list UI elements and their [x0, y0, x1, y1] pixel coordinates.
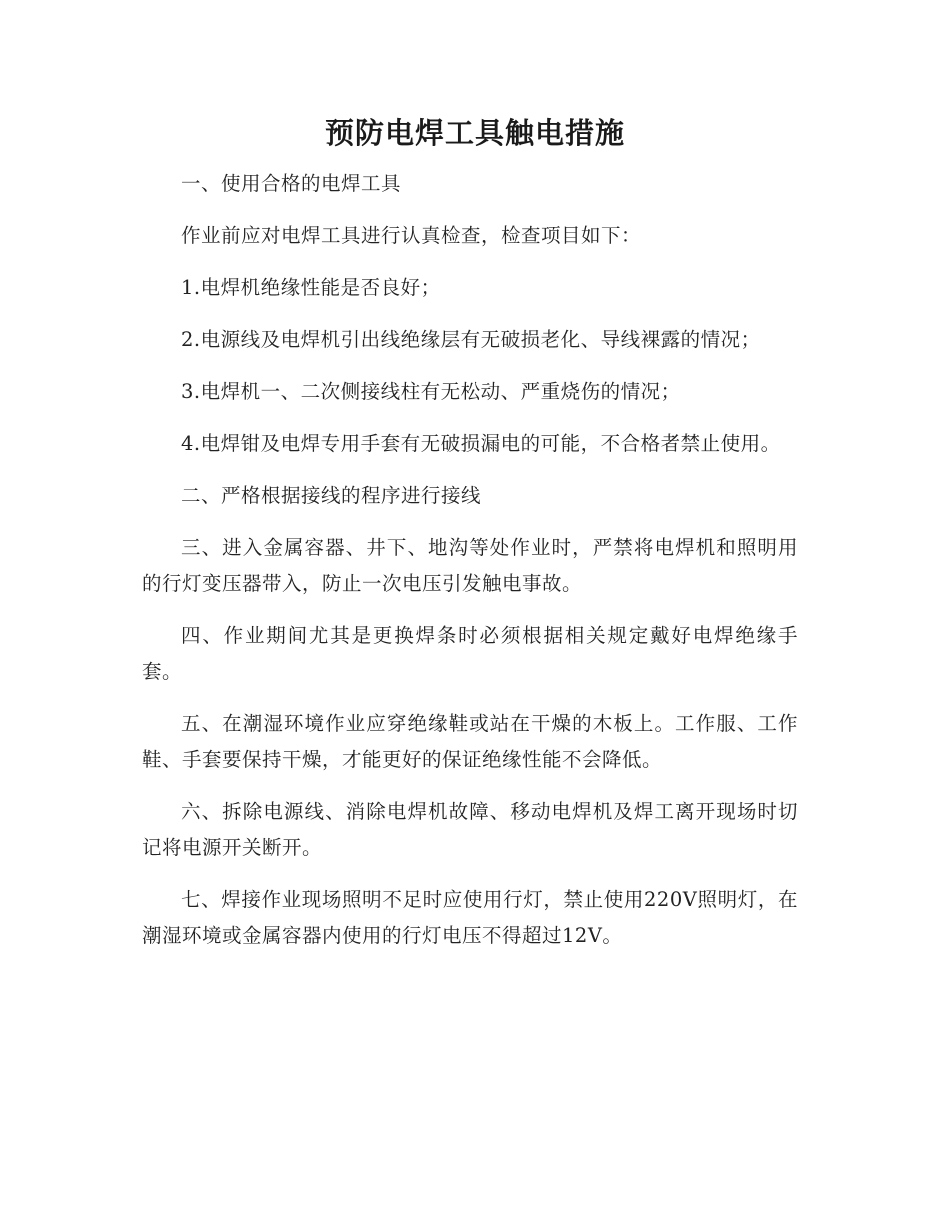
- list-item: 2.电源线及电焊机引出线绝缘层有无破损老化、导线裸露的情况；: [181, 328, 761, 351]
- list-item: 1.电焊机绝缘性能是否良好；: [181, 276, 441, 299]
- section-heading: 二、严格根据接线的程序进行接线: [181, 484, 482, 507]
- paragraph: 四、作业期间尤其是更换焊条时必须根据相关规定戴好电焊绝缘手套。: [142, 624, 798, 683]
- document-body: [142, 166, 798, 970]
- paragraph: 六、拆除电源线、消除电焊机故障、移动电焊机及焊工离开现场时切记将电源开关断开。: [142, 800, 798, 859]
- paragraph: 作业前应对电焊工具进行认真检查，检查项目如下：: [181, 224, 642, 247]
- list-item: 3.电焊机一、二次侧接线柱有无松动、严重烧伤的情况；: [181, 380, 681, 403]
- section-heading: 一、使用合格的电焊工具: [181, 172, 402, 195]
- paragraph: 七、焊接作业现场照明不足时应使用行灯，禁止使用220V照明灯，在潮湿环境或金属容器内使用的行灯电压不得超过12V。: [142, 888, 798, 947]
- list-item: 4.电焊钳及电焊专用手套有无破损漏电的可能，不合格者禁止使用。: [181, 432, 781, 455]
- paragraph: 五、在潮湿环境作业应穿绝缘鞋或站在干燥的木板上。工作服、工作鞋、手套要保持干燥，才能更好的保证绝缘性能不会降低。: [142, 712, 798, 771]
- paragraph: 三、进入金属容器、井下、地沟等处作业时，严禁将电焊机和照明用的行灯变压器带入，防止一次电压引发触电事故。: [142, 536, 798, 595]
- document-title: 预防电焊工具触电措施: [324, 116, 625, 150]
